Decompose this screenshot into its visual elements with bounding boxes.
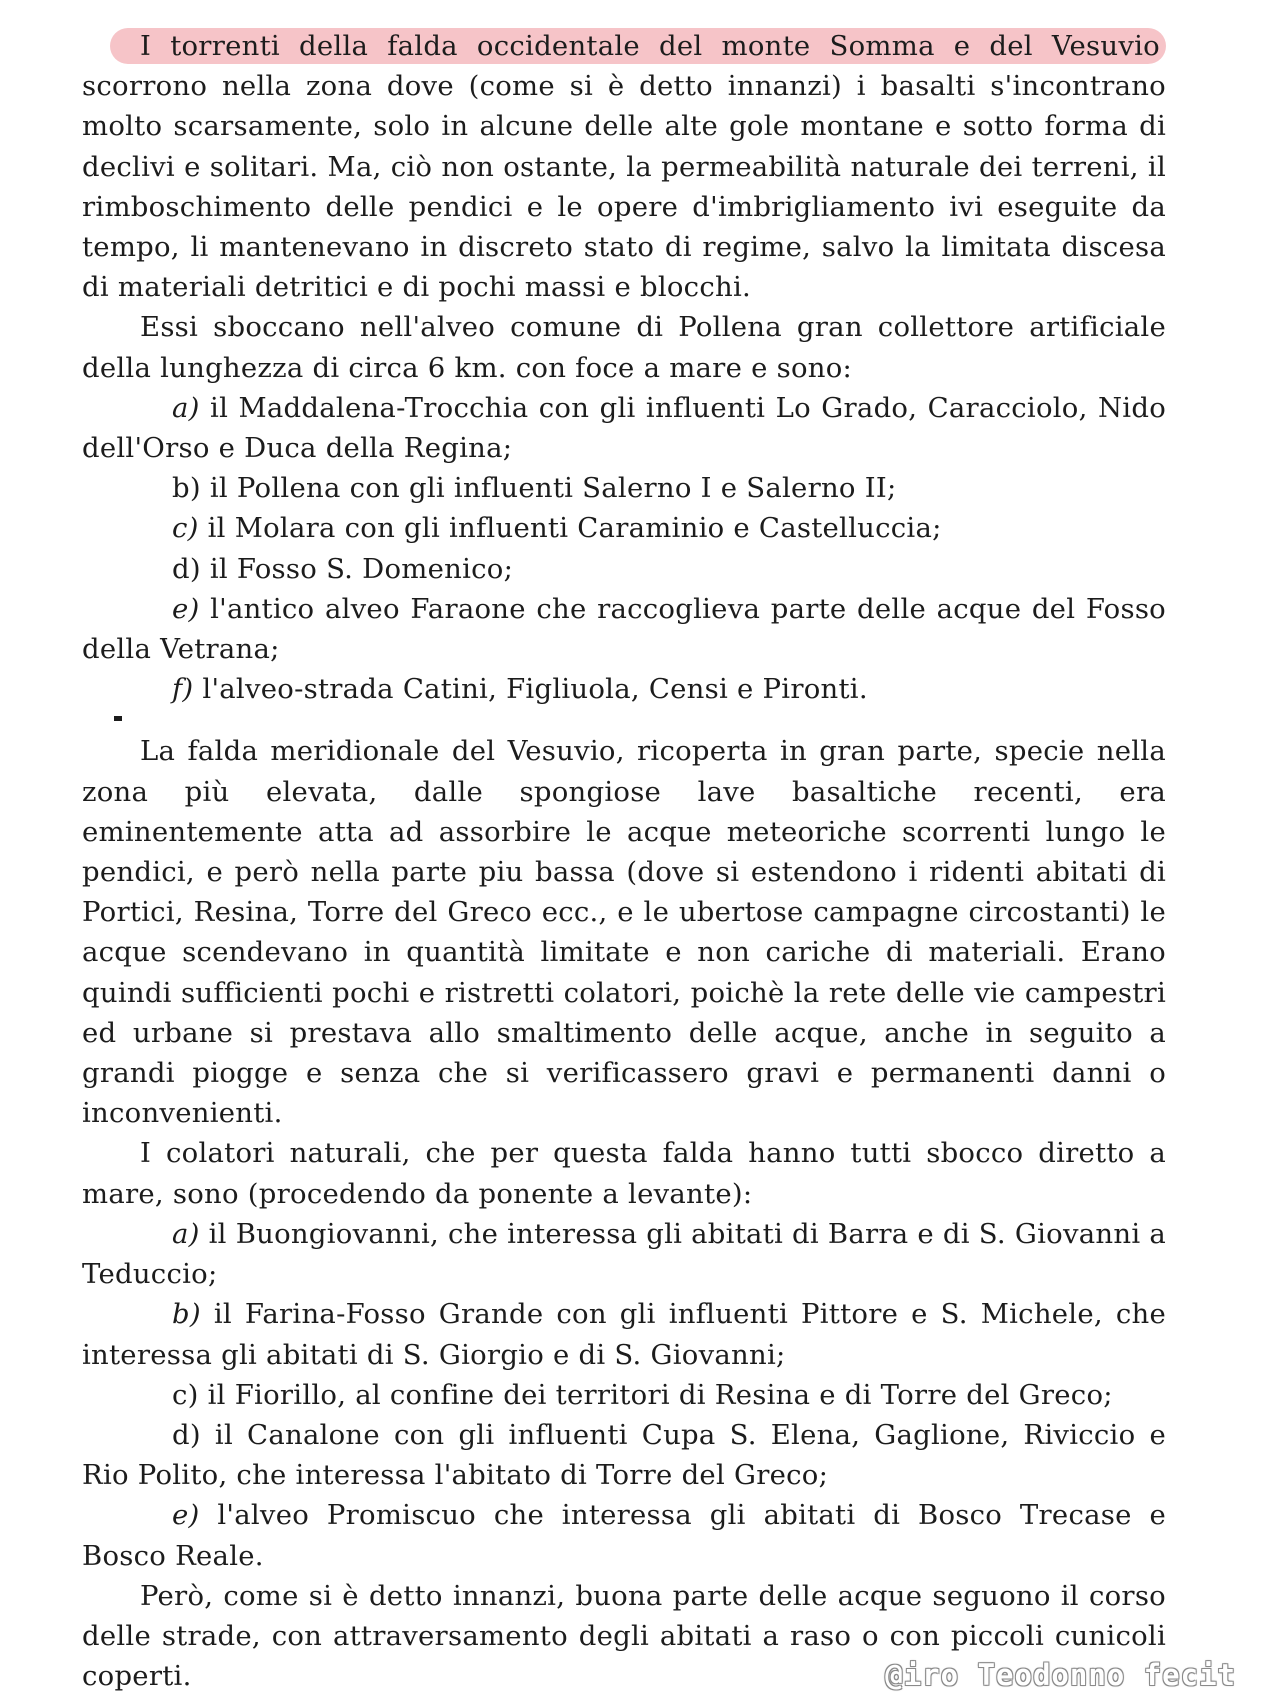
list-item xyxy=(82,1415,1166,1495)
ink-dash-mark xyxy=(114,716,122,721)
list-item-letter: e) xyxy=(172,1499,200,1532)
list-item-text: l'alveo-strada Catini, Figliuola, Censi e Pironti. xyxy=(193,673,868,706)
list-item-text: il Maddalena-Trocchia con gli influenti Lo Grado, Caracciolo, Nido dell'Orso e Duca della Regina; xyxy=(82,391,1166,465)
list-item-text: il Canalone con gli influenti Cupa S. Elena, Gaglione, Riviccio e Rio Polito, che interessa l'abitato di Torre del Greco; xyxy=(82,1418,1166,1492)
list-item xyxy=(82,468,1166,508)
list-item xyxy=(82,669,1166,709)
list-item-letter: b) xyxy=(172,472,201,505)
paragraph-colatori: I colatori naturali, che per questa falda hanno tutti sbocco diretto a mare, sono (procedendo da ponente a levante): xyxy=(82,1137,1166,1210)
list-item xyxy=(82,388,1166,468)
list-item-text: il Molara con gli influenti Caraminio e Castelluccia; xyxy=(198,512,942,545)
list-item-letter: f) xyxy=(172,673,194,706)
list-item-letter: c) xyxy=(172,512,199,545)
paragraph-pollena: Essi sboccano nell'alveo comune di Pollena gran collettore artificiale della lunghezza di circa 6 km. con foce a mare e sono: xyxy=(82,311,1166,384)
highlighted-sentence: I torrenti della falda occidentale del monte Somma e del Vesuvio xyxy=(110,28,1166,64)
list-item-text: il Fiorillo, al confine dei territori di Resina e di Torre del Greco; xyxy=(198,1378,1113,1411)
paragraph-closing: Però, come si è detto innanzi, buona parte delle acque seguono il corso delle strade, con attraversamento degli abitati a raso o con piccoli cunicoli coperti. xyxy=(82,1579,1166,1693)
document-page xyxy=(82,26,1166,1696)
list-item xyxy=(82,1495,1166,1575)
list-item xyxy=(82,1294,1166,1374)
list-item-letter: e) xyxy=(172,592,200,625)
list-item-letter: c) xyxy=(172,1378,199,1411)
paragraph-intro xyxy=(82,26,1166,307)
list-item xyxy=(82,1214,1166,1294)
list-item xyxy=(82,508,1166,548)
list-item-letter: d) xyxy=(172,1418,201,1451)
list-item xyxy=(82,1375,1166,1415)
watermark: @iro Teodonno fecit xyxy=(885,1658,1236,1692)
list-item-letter: d) xyxy=(172,552,201,585)
paragraph-intro-text: scorrono nella zona dove (come si è detto innanzi) i basalti s'incontrano molto scarsamente, solo in alcune delle alte gole montane e sotto forma di declivi e solitari. Ma, ciò non ostante, la permeabilità naturale dei terreni, il rimboschimento delle pendici e le opere d'imbrigliamento ivi eseguite da tempo, li mantenevano in discreto stato di regime, salvo la limitata discesa di materiali detritici e di pochi massi e blocchi. xyxy=(82,70,1166,304)
list-item-text: il Buongiovanni, che interessa gli abitati di Barra e di S. Giovanni a Teduccio; xyxy=(82,1217,1167,1291)
list-item-text: l'alveo Promiscuo che interessa gli abitati di Bosco Trecase e Bosco Reale. xyxy=(82,1499,1166,1572)
list-item xyxy=(82,549,1166,589)
list-item-letter: b) xyxy=(172,1298,201,1331)
list-item xyxy=(82,589,1166,669)
paragraph-southern-slope: La falda meridionale del Vesuvio, ricoperta in gran parte, specie nella zona più elevata, dalle spongiose lave basaltiche recenti, era eminentemente atta ad assorbire le acque meteoriche scorrenti lungo le pendici, e però nella parte piu bassa (dove si estendono i ridenti abitati di Portici, Resina, Torre del Greco ecc., e le ubertose campagne circostanti) le acque scendevano in quantità limitate e non cariche di materiali. Erano quindi sufficienti pochi e ristretti colatori, poichè la rete delle vie campestri ed urbane si prestava allo smaltimento delle acque, anche in seguito a grandi piogge e senza che si verificassero gravi e permanenti danni o inconvenienti. xyxy=(82,735,1166,1130)
list-item-text: l'antico alveo Faraone che raccoglieva parte delle acque del Fosso della Vetrana; xyxy=(82,592,1166,666)
list-item-letter: a) xyxy=(172,391,200,424)
list-item-text: il Pollena con gli influenti Salerno I e Salerno II; xyxy=(200,472,897,505)
list-item-letter: a) xyxy=(172,1217,200,1250)
list-item-text: il Fosso S. Domenico; xyxy=(200,552,514,585)
list-item-text: il Farina-Fosso Grande con gli influenti Pittore e S. Michele, che interessa gli abitati di S. Giorgio e di S. Giovanni; xyxy=(82,1298,1166,1371)
